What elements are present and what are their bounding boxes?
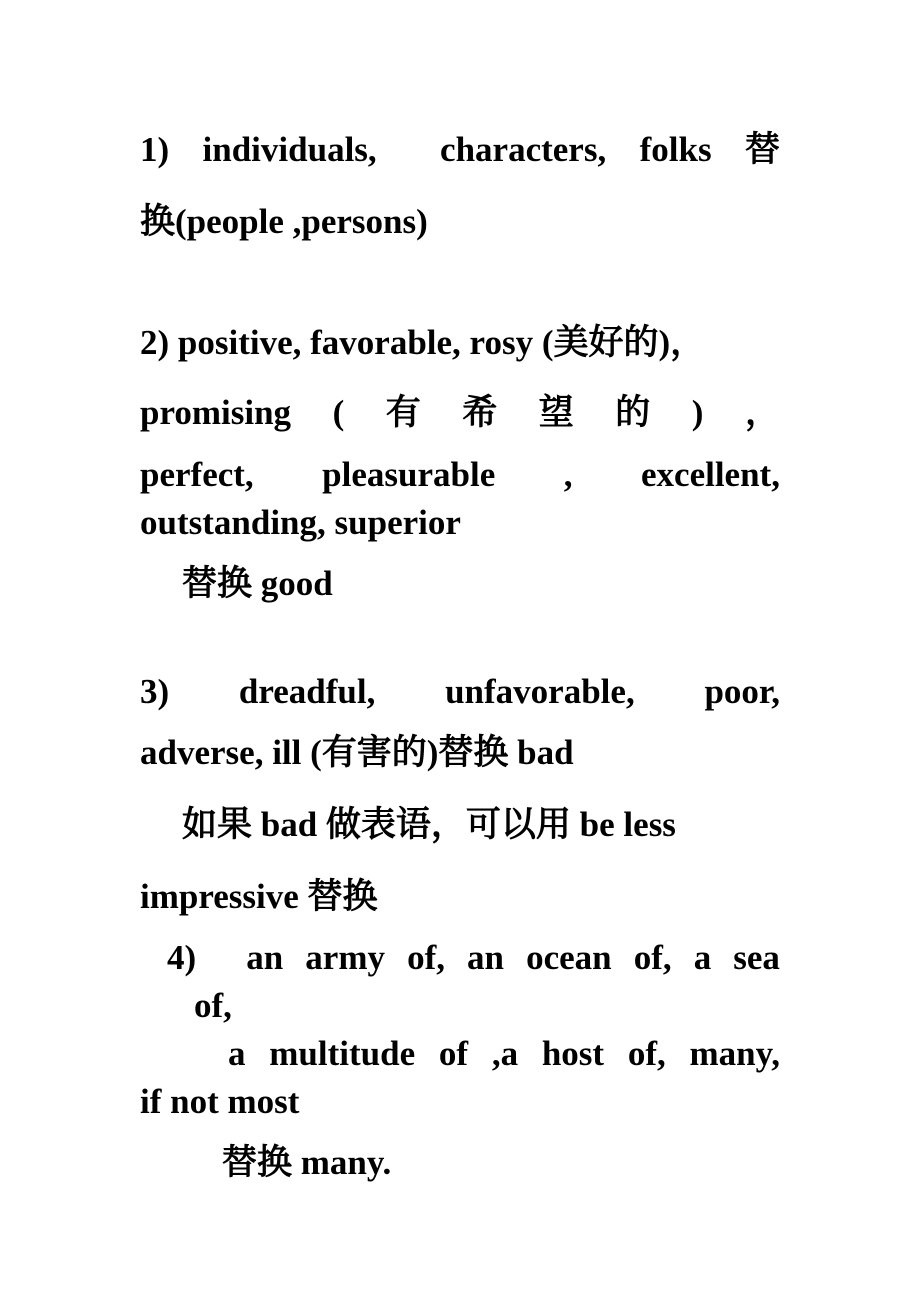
word: a — [228, 1034, 246, 1073]
word: of, — [627, 1034, 666, 1073]
item4-line5: 替换 many. — [222, 1143, 392, 1182]
word: ,a — [491, 1034, 519, 1073]
word: dreadful, — [238, 672, 376, 711]
item4-line4: if not most — [140, 1082, 300, 1121]
item4-line3 — [228, 1034, 780, 1074]
word: characters, — [440, 130, 607, 169]
item1-line2: 换(people ,persons) — [140, 202, 428, 241]
word: sea — [733, 938, 780, 977]
item2-line5: 替换 good — [182, 564, 333, 603]
word: ) — [691, 393, 704, 432]
word: ， — [744, 393, 780, 432]
word: 3) — [140, 672, 170, 711]
word: 望 — [538, 393, 574, 432]
item3-line2: adverse, ill (有害的)替换 bad — [140, 733, 574, 772]
item4-line1 — [167, 938, 780, 978]
word: promising — [140, 393, 292, 432]
item1-line1 — [140, 130, 780, 170]
word: ( — [332, 393, 345, 432]
word: folks — [639, 130, 712, 169]
word: 希 — [462, 393, 498, 432]
word: of — [438, 1034, 469, 1073]
word: of, — [407, 938, 445, 977]
word: host — [541, 1034, 605, 1073]
word: , — [563, 455, 573, 494]
word: an — [246, 938, 284, 977]
item3-line1 — [140, 672, 780, 712]
word: many, — [689, 1034, 780, 1073]
item2-line4: outstanding, superior — [140, 503, 461, 542]
word: perfect, — [140, 455, 254, 494]
item2-line1: 2) positive, favorable, rosy (美好的)， — [140, 323, 706, 362]
item3-note-line1: 如果 bad 做表语，可以用 be less — [182, 805, 676, 844]
word: of, — [633, 938, 672, 977]
word: 替 — [744, 130, 780, 169]
word: 4) — [167, 938, 197, 977]
item2-line3 — [140, 455, 780, 495]
word: multitude — [269, 1034, 416, 1073]
item3-note-line2: impressive 替换 — [140, 877, 378, 916]
item2-line2 — [140, 393, 780, 433]
word: poor, — [704, 672, 780, 711]
word: individuals, — [202, 130, 377, 169]
word: army — [305, 938, 385, 977]
word: 1) — [140, 130, 170, 169]
word: excellent, — [641, 455, 780, 494]
word: 的 — [615, 393, 651, 432]
word: ocean — [526, 938, 612, 977]
item4-line2: of, — [194, 986, 232, 1025]
word: an — [467, 938, 505, 977]
word: 有 — [385, 393, 421, 432]
word: unfavorable, — [445, 672, 635, 711]
word: pleasurable — [322, 455, 496, 494]
word: a — [693, 938, 712, 977]
